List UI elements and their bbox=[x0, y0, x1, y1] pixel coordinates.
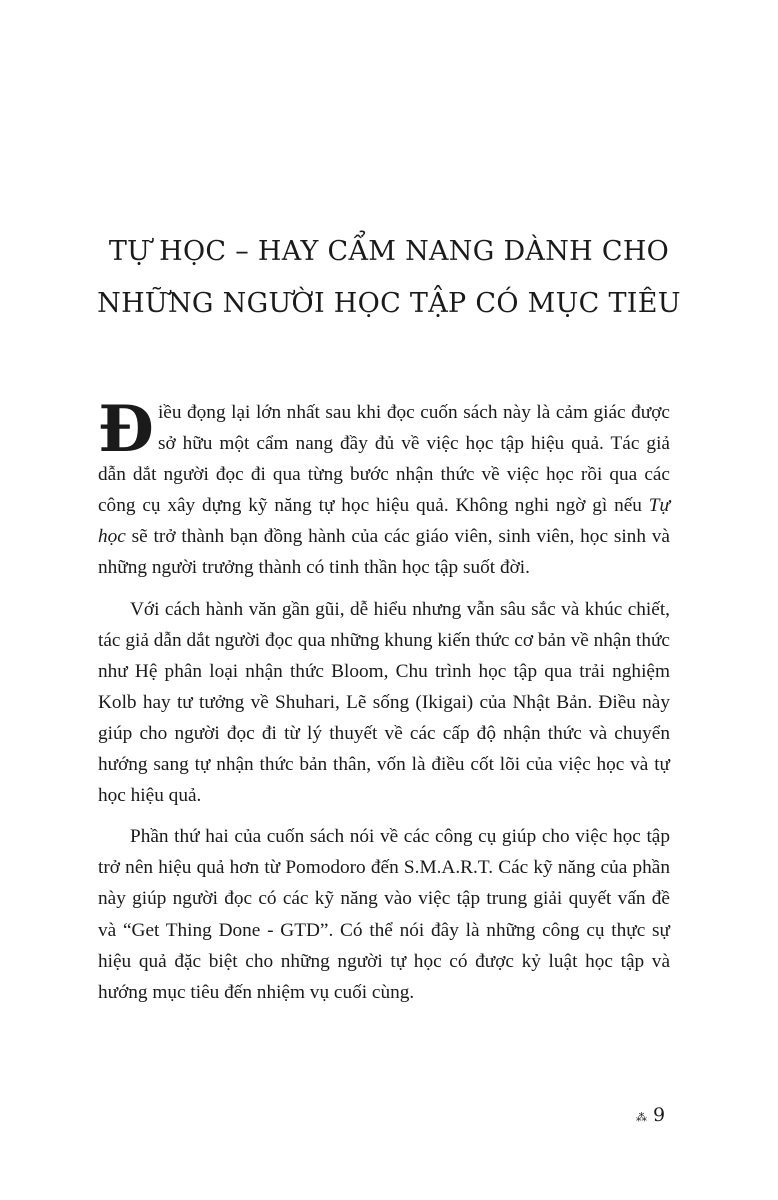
drop-cap: Đ bbox=[98, 392, 154, 467]
paragraph-3: Phần thứ hai của cuốn sách nói về các công cụ giúp cho việc học tập trở nên hiệu quả hơn từ Pomodoro đến S.M.A.R.T. Các kỹ năng của phần này giúp người đọc có các kỹ năng vào việc tập trung giải quyết vấn đề và “Get Thing Done - GTD”. Có thể nói đây là những công cụ thực sự hiệu quả đặc biệt cho những người tự học có được kỷ luật học tập và hướng mục tiêu đến nhiệm vụ cuối cùng. bbox=[98, 826, 670, 1003]
paragraph-1 bbox=[98, 392, 670, 584]
chapter-title bbox=[60, 226, 718, 330]
body-text bbox=[98, 392, 670, 1018]
page-number: 9 bbox=[653, 1104, 666, 1126]
chapter-title-line-2: NHỮNG NGƯỜI HỌC TẬP CÓ MỤC TIÊU bbox=[97, 288, 681, 319]
book-title-italic: Tự học bbox=[98, 495, 670, 548]
paragraph-2: Với cách hành văn gần gũi, dễ hiểu nhưng vẫn sâu sắc và khúc chiết, tác giả dẫn dắt người đọc qua những khung kiến thức cơ bản về nhận thức như Hệ phân loại nhận thức Bloom, Chu trình học tập qua trải nghiệm Kolb hay tư tưởng về Shuhari, Lẽ sống (Ikigai) của Nhật Bản. Điều này giúp cho người đọc đi từ lý thuyết về các cấp độ nhận thức và chuyển hướng sang tự nhận thức bản thân, vốn là điều cốt lõi của việc học và tự học hiệu quả. bbox=[98, 598, 670, 807]
chapter-title-line-1: TỰ HỌC – HAY CẨM NANG DÀNH CHO bbox=[108, 236, 670, 267]
paragraph-1-text-b: sẽ trở thành bạn đồng hành của các giáo viên, sinh viên, học sinh và những người trưởng thành có tinh thần học tập suốt đời. bbox=[98, 526, 670, 579]
page-footer bbox=[636, 1104, 665, 1126]
ornament-icon: ⁂ bbox=[636, 1110, 647, 1124]
paragraph-1-text-a: iều đọng lại lớn nhất sau khi đọc cuốn sách này là cảm giác được sở hữu một cẩm nang đầy đủ về việc học tập hiệu quả. Tác giả dẫn dắt người đọc đi qua từng bước nhận thức về việc học rồi qua các công cụ xây dựng kỹ năng tự học hiệu quả. Không nghi ngờ gì nếu bbox=[98, 402, 670, 517]
